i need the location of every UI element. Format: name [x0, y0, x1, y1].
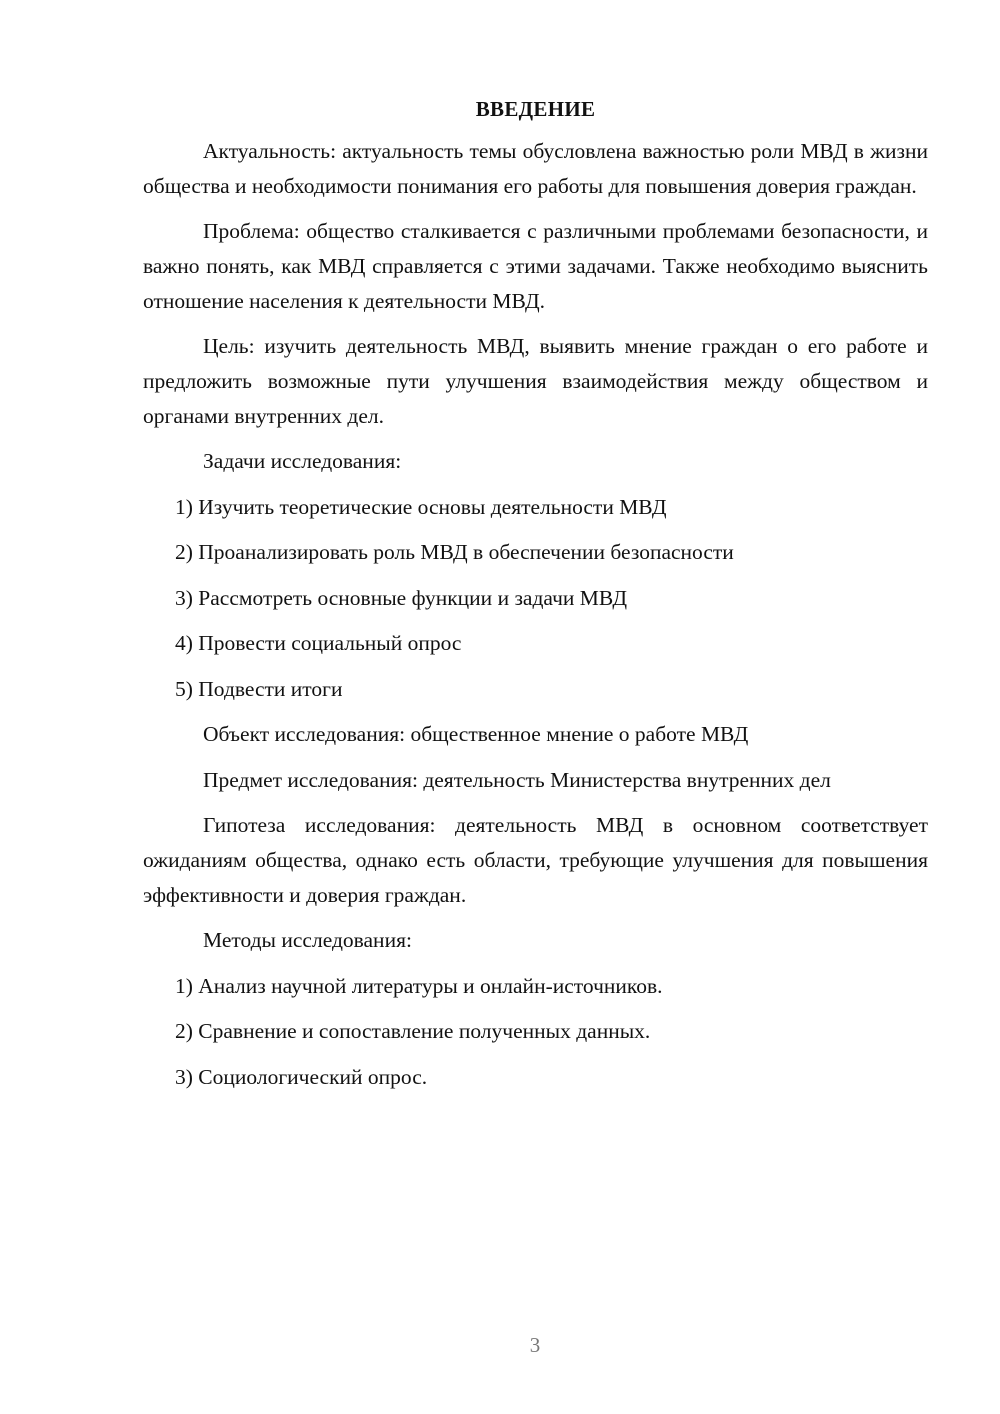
- research-subject: Предмет исследования: деятельность Министерства внутренних дел: [203, 767, 831, 792]
- goal-paragraph: Цель: изучить деятельность МВД, выявить мнение граждан о его работе и предложить возможные пути улучшения взаимодействия между обществом и органами внутренних дел.: [143, 334, 928, 428]
- methods-heading: Методы исследования:: [203, 928, 412, 952]
- method-item-3: 3) Социологический опрос.: [175, 1064, 428, 1089]
- relevance-paragraph: Актуальность: актуальность темы обусловлена важностью роли МВД в жизни общества и необходимости понимания его работы для повышения доверия граждан.: [143, 139, 928, 198]
- tasks-heading: Задачи исследования:: [203, 449, 402, 473]
- research-object: Объект исследования: общественное мнение о работе МВД: [203, 722, 749, 746]
- section-title: ВВЕДЕНИЕ: [475, 97, 596, 121]
- hypothesis-paragraph: Гипотеза исследования: деятельность МВД в основном соответствует ожиданиям общества, однако есть области, требующие улучшения для повышения эффективности и доверия граждан.: [143, 813, 928, 907]
- method-item-2: 2) Сравнение и сопоставление полученных данных.: [175, 1019, 651, 1043]
- method-item-1: 1) Анализ научной литературы и онлайн-источников.: [175, 973, 663, 998]
- problem-paragraph: Проблема: общество сталкивается с различными проблемами безопасности, и важно понять, как МВД справляется с этими задачами. Также необходимо выяснить отношение населения к деятельности МВД.: [143, 219, 928, 313]
- page-number: 3: [529, 1333, 541, 1357]
- task-item-5: 5) Подвести итоги: [175, 676, 343, 701]
- task-item-3: 3) Рассмотреть основные функции и задачи МВД: [175, 585, 628, 610]
- task-item-4: 4) Провести социальный опрос: [175, 631, 462, 655]
- task-item-2: 2) Проанализировать роль МВД в обеспечении безопасности: [175, 540, 734, 564]
- task-item-1: 1) Изучить теоретические основы деятельности МВД: [175, 494, 667, 519]
- document-page: [143, 95, 928, 1105]
